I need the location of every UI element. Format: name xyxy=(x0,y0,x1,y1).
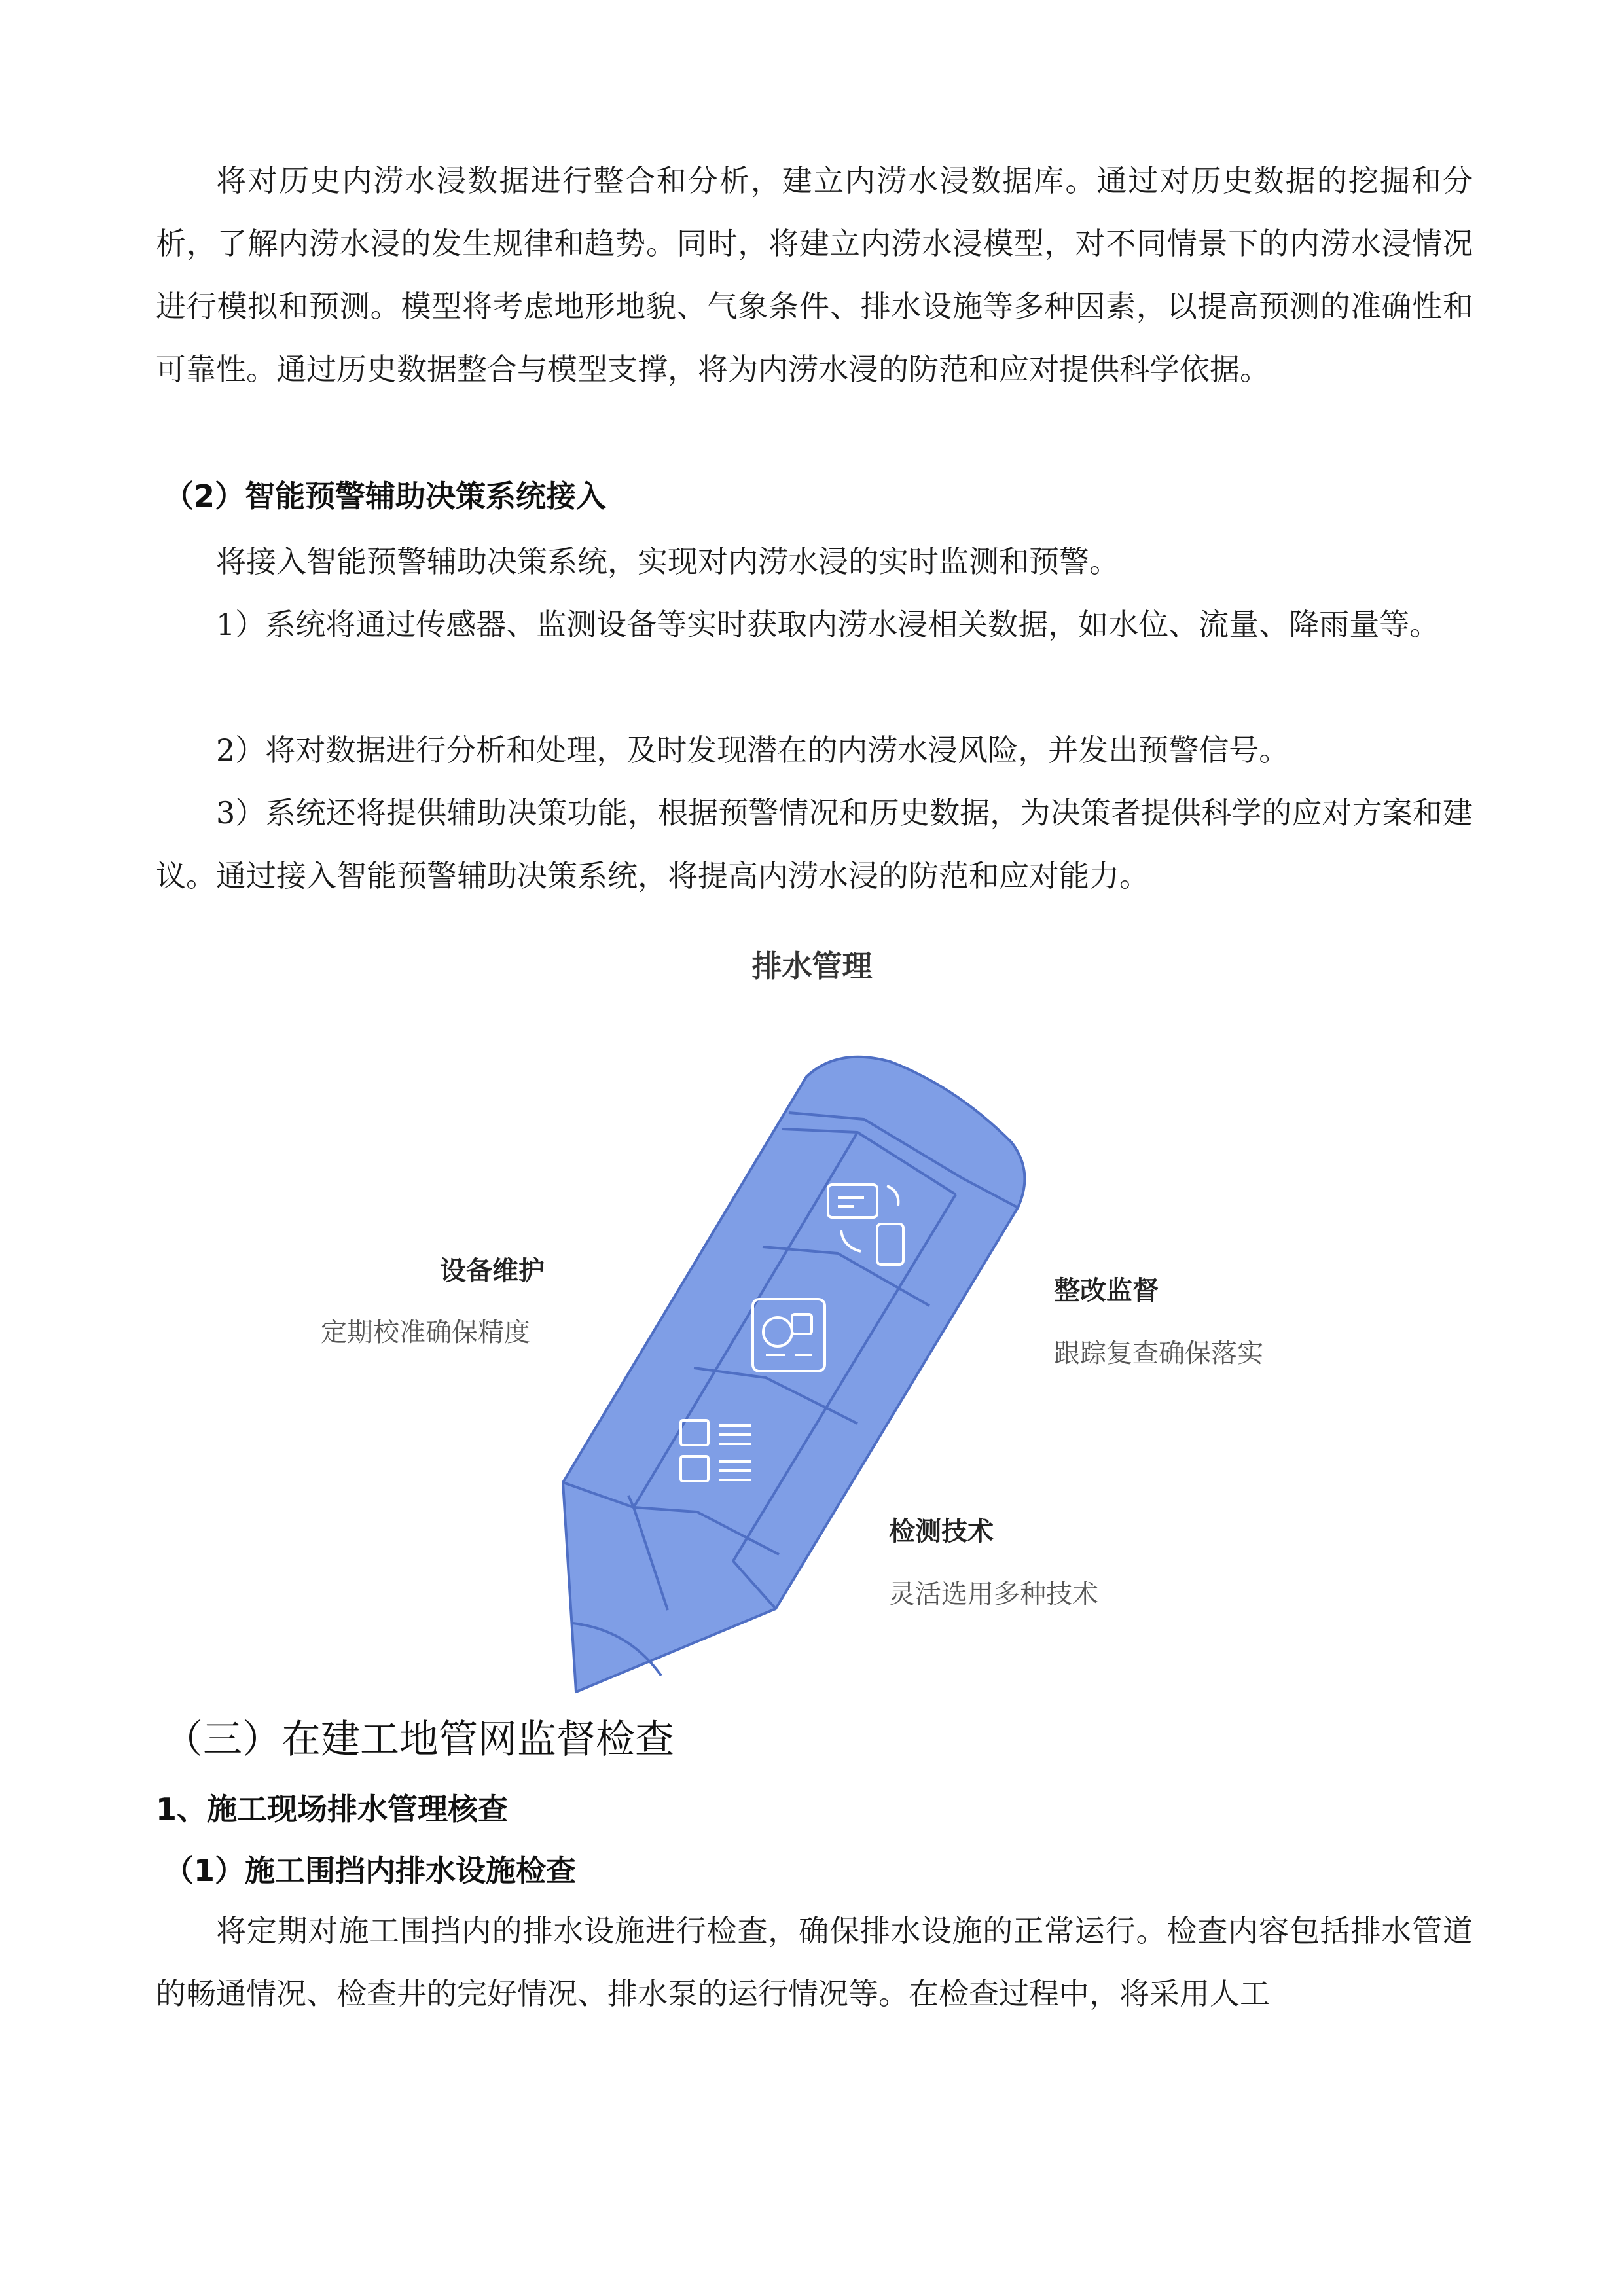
label-detection-tech-desc: 灵活选用多种技术 xyxy=(889,1579,1098,1609)
section-subheading-2: （1）施工围挡内排水设施检查 xyxy=(164,1853,577,1888)
label-rectification-title: 整改监督 xyxy=(1054,1276,1159,1306)
paragraph-inspection: 将定期对施工围挡内的排水设施进行检查，确保排水设施的正常运行。检查内容包括排水管道的畅通情况、检查井的完好情况、排水泵的运行情况等。在检查过程中，将采用人工 xyxy=(156,1913,1473,2011)
drainage-pencil-diagram xyxy=(0,916,1624,1715)
label-rectification-desc: 跟踪复查确保落实 xyxy=(1054,1338,1263,1369)
section-title: （三）在建工地管网监督检查 xyxy=(164,1717,674,1763)
subheading-warning-system: （2）智能预警辅助决策系统接入 xyxy=(164,478,607,514)
paragraph-item-1: 1）系统将通过传感器、监测设备等实时获取内涝水浸相关数据，如水位、流量、降雨量等。 xyxy=(216,607,1440,642)
paragraph-item-2: 2）将对数据进行分析和处理，及时发现潜在的内涝水浸风险，并发出预警信号。 xyxy=(216,732,1290,768)
label-equipment-maintenance-desc: 定期校准确保精度 xyxy=(321,1318,530,1348)
label-detection-tech-title: 检测技术 xyxy=(889,1516,994,1547)
paragraph-item-3: 3）系统还将提供辅助决策功能，根据预警情况和历史数据，为决策者提供科学的应对方案和建议。通过接入智能预警辅助决策系统，将提高内涝水浸的防范和应对能力。 xyxy=(156,795,1473,893)
label-equipment-maintenance-title: 设备维护 xyxy=(440,1256,545,1286)
section-subheading-1: 1、施工现场排水管理核查 xyxy=(156,1791,509,1827)
diagram-title: 排水管理 xyxy=(751,948,873,984)
paragraph-warning-intro: 将接入智能预警辅助决策系统，实现对内涝水浸的实时监测和预警。 xyxy=(216,544,1119,579)
paragraph-history-data: 将对历史内涝水浸数据进行整合和分析，建立内涝水浸数据库。通过对历史数据的挖掘和分析，了解内涝水浸的发生规律和趋势。同时，将建立内涝水浸模型，对不同情景下的内涝水浸情况进行模拟和预测。模型将考虑地形地貌、气象条件、排水设施等多种因素，以提高预测的准确性和可靠性。通过历史数据整合与模型支撑，将为内涝水浸的防范和应对提供科学依据。 xyxy=(156,163,1473,387)
